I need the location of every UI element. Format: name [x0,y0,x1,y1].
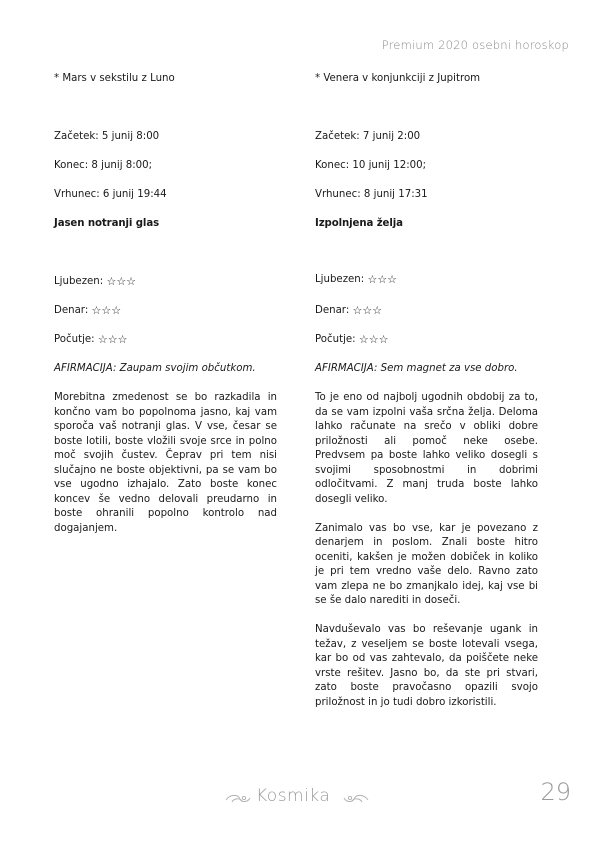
star-rating-icon: ☆☆☆ [358,333,389,346]
love-rating [315,273,397,288]
health-rating [54,333,127,348]
star-rating-icon: ☆☆☆ [367,273,398,286]
paragraph: Zanimalo vas bo vse, kar je povezano z denarjem in poslom. Znali boste hitro oceniti, kakšen je možen dobiček in koliko je pri tem vredno vaše delo. Ravno zato vam zlepa ne bo zmanjkalo idej, kaj vse bi se še dalo narediti in doseči. [315,522,538,606]
body-text [54,391,277,536]
star-rating-icon: ☆☆☆ [97,333,128,346]
money-rating [315,304,382,319]
star-rating-icon: ☆☆☆ [352,304,383,317]
star-rating-icon: ☆☆☆ [91,304,122,317]
money-rating [54,304,121,319]
header-title: Premium 2020 osebni horoskop [381,38,569,52]
end-time: Konec: 10 junij 12:00; [315,160,427,171]
affirmation: AFIRMACIJA: Zaupam svojim občutkom. [54,363,256,374]
money-label: Denar: [54,305,89,316]
end-time: Konec: 8 junij 8:00; [54,160,153,171]
page-number: 29 [540,778,571,806]
logo-text: Kosmika [256,786,331,806]
health-rating [315,333,388,348]
peak-time: Vrhunec: 6 junij 19:44 [54,189,167,200]
star-rating-icon: ☆☆☆ [106,275,137,288]
aspect-title: * Mars v sekstilu z Luno [54,73,175,84]
aspect-title: * Venera v konjunkciji z Jupitrom [315,73,481,84]
start-time: Začetek: 7 junij 2:00 [315,131,421,142]
love-rating [54,275,136,290]
section-title: Jasen notranji glas [54,218,160,229]
kosmika-logo [222,786,372,810]
love-label: Ljubezen: [54,276,104,287]
peak-time: Vrhunec: 8 junij 17:31 [315,189,428,200]
affirmation: AFIRMACIJA: Sem magnet za vse dobro. [315,363,518,374]
money-label: Denar: [315,305,350,316]
paragraph: Navduševalo vas bo reševanje ugank in težav, z veseljem se boste lotevali vsega, kar bo od vas zahtevalo, da poiščete neke vrste rešitev. Jasno bo, da ste pri stvari, zato boste pravočasno opazili svojo priložnost in jo tudi dobro izkoristili. [315,624,538,708]
body-text [315,391,538,710]
paragraph: Morebitna zmedenost se bo razkadila in končno vam bo popolnoma jasno, kaj vam sporoča vaš notranji glas. V vse, česar se boste lotili, boste vložili svoje srce in polno moč svojih čustev. Čeprav pri tem nisi slučajno ne boste objektivni, pa se vam bo vse ugodno izhajalo. Zato boste konec koncev še vedno delovali preudarno in boste ohranili popolno kontrolo nad dogajanjem. [54,392,277,534]
health-label: Počutje: [54,334,95,345]
love-label: Ljubezen: [315,274,365,285]
paragraph: To je eno od najbolj ugodnih obdobij za to, da se vam izpolni vaša srčna želja. Deloma lahko računate na srečo v obliki dobre priložnosti ali pomoč neke osebe. Predvsem pa boste lahko veliko dosegli s svojimi sposobnostmi in dobrimi odločitvami. Z manj truda boste lahko dosegli veliko. [315,392,538,505]
start-time: Začetek: 5 junij 8:00 [54,131,160,142]
health-label: Počutje: [315,334,356,345]
section-title: Izpolnjena želja [315,218,403,229]
